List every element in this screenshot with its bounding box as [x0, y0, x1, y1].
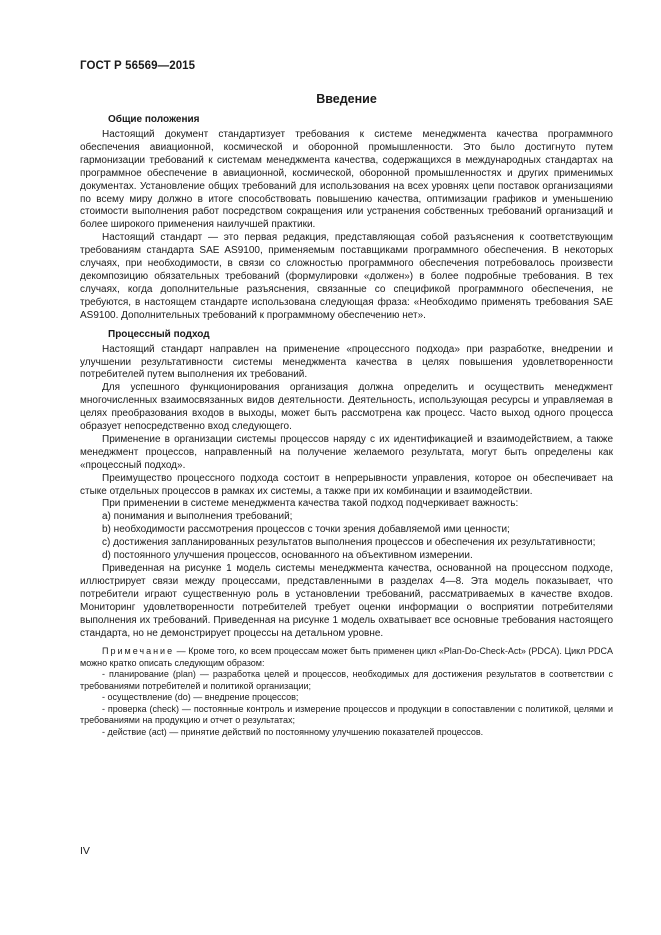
- note-list-item: - осуществление (do) — внедрение процессов;: [102, 692, 299, 703]
- list-item: a) понимания и выполнения требований;: [102, 511, 293, 523]
- document-id-header: ГОСТ Р 56569—2015: [80, 60, 196, 72]
- paragraph: Настоящий стандарт — это первая редакция, представляющая собой разъяснения к соответствующим требованиям стандарта SAE AS9100, применяемым поставщиками программного обеспечения. В некоторых случаях, при необходимости, в связи со сложностью программного обеспечения потребовалось произвести декомпозицию обязательных требований (формулировки «должен») в более подробные требования. В тех случаях, когда дополнительные разъяснения, связанные со спецификой программного обеспечения, не требуются, в настоящем стандарте использована следующая фраза: «Необходимо применять требования SAE AS9100. Дополнительных требований к программному обеспечению нет».: [80, 232, 613, 321]
- paragraph: Настоящий стандарт направлен на применение «процессного подхода» при разработке, внедрении и улучшении результативности системы менеджмента качества в целях повышения удовлетворенности потребителей путем выполнения их требований.: [80, 343, 613, 381]
- page-number: IV: [80, 845, 90, 857]
- list-item: b) необходимости рассмотрения процессов с точки зрения добавляемой ими ценности;: [102, 524, 510, 536]
- subsection-heading-process-approach: Процессный подход: [108, 328, 210, 340]
- note-block: [80, 646, 613, 738]
- note-label: Примечание: [102, 646, 175, 657]
- note-list-item: - проверка (check) — постоянные контроль и измерение процессов и продукции в сопоставлении с политикой, целями и требованиями на продукцию и отчет о результатах;: [80, 703, 613, 726]
- paragraph: При применении в системе менеджмента качества такой подход подчеркивает важность:: [102, 498, 519, 510]
- list-item: c) достижения запланированных результатов выполнения процессов и обеспечения их результативности;: [102, 537, 596, 549]
- note-list-item: - действие (act) — принятие действий по постоянному улучшению показателей процессов.: [102, 726, 484, 737]
- subsection-heading-general: Общие положения: [108, 114, 200, 125]
- note-list-item: - планирование (plan) — разработка целей и процессов, необходимых для достижения результатов в соответствии с требованиями потребителей и политикой организации;: [80, 669, 613, 691]
- paragraph: Применение в организации системы процессов наряду с их идентификацией и взаимодействием, а также менеджмент процессов, направленный на получение желаемого результата, могут быть определены как «процессный подход».: [80, 433, 613, 471]
- paragraph: Настоящий документ стандартизует требования к системе менеджмента качества программного обеспечения авиационной, космической и оборонной промышленности. Это было достигнуто путем гармонизации требований к системам менеджмента качества, содержащихся в международных стандартах на программное обеспечение в авиационной, космической, оборонной промышленностях и других применимых документах. Установление общих требований для использования на всех уровнях цепи поставок организациями по всему миру должно в итоге способствовать повышению качества, оптимизации графиков и уменьшению стоимости выполнения работ посредством сокращения или устранения собственных требований организаций и более широкого применения наилучшей практики.: [80, 129, 613, 231]
- paragraph: Для успешного функционирования организация должна определить и осуществить менеджмент многочисленных взаимосвязанных видов деятельности. Деятельность, использующая ресурсы и управляемая в целях преобразования входов в выходы, может быть рассмотрена как процесс. Часто выход одного процесса образует непосредственно вход следующего.: [80, 382, 613, 433]
- section-title: Введение: [316, 92, 377, 106]
- paragraph: Приведенная на рисунке 1 модель системы менеджмента качества, основанной на процессном подходе, иллюстрирует связи между процессами, представленными в разделах 4—8. Эта модель показывает, что потребители играют существенную роль в установлении требований, рассматриваемых в качестве входов. Мониторинг удовлетворенности потребителей требует оценки информации о восприятии потребителями выполнения их требований. Приведенная на рисунке 1 модель охватывает все основные требования настоящего стандарта, но не демонстрирует процессы на детальном уровне.: [80, 563, 613, 639]
- paragraph: Преимущество процессного подхода состоит в непрерывности управления, которое он обеспечивает на стыке отдельных процессов в рамках их системы, а также при их комбинации и взаимодействии.: [80, 472, 613, 497]
- note-intro: [80, 646, 613, 669]
- list-item: d) постоянного улучшения процессов, основанного на объективном измерении.: [102, 550, 473, 562]
- note-text: — Кроме того, ко всем процессам может быть применен цикл «Plan-Do-Check-Act» (PDCA). Цикл PDCA можно кратко описать следующим образом:: [80, 646, 613, 668]
